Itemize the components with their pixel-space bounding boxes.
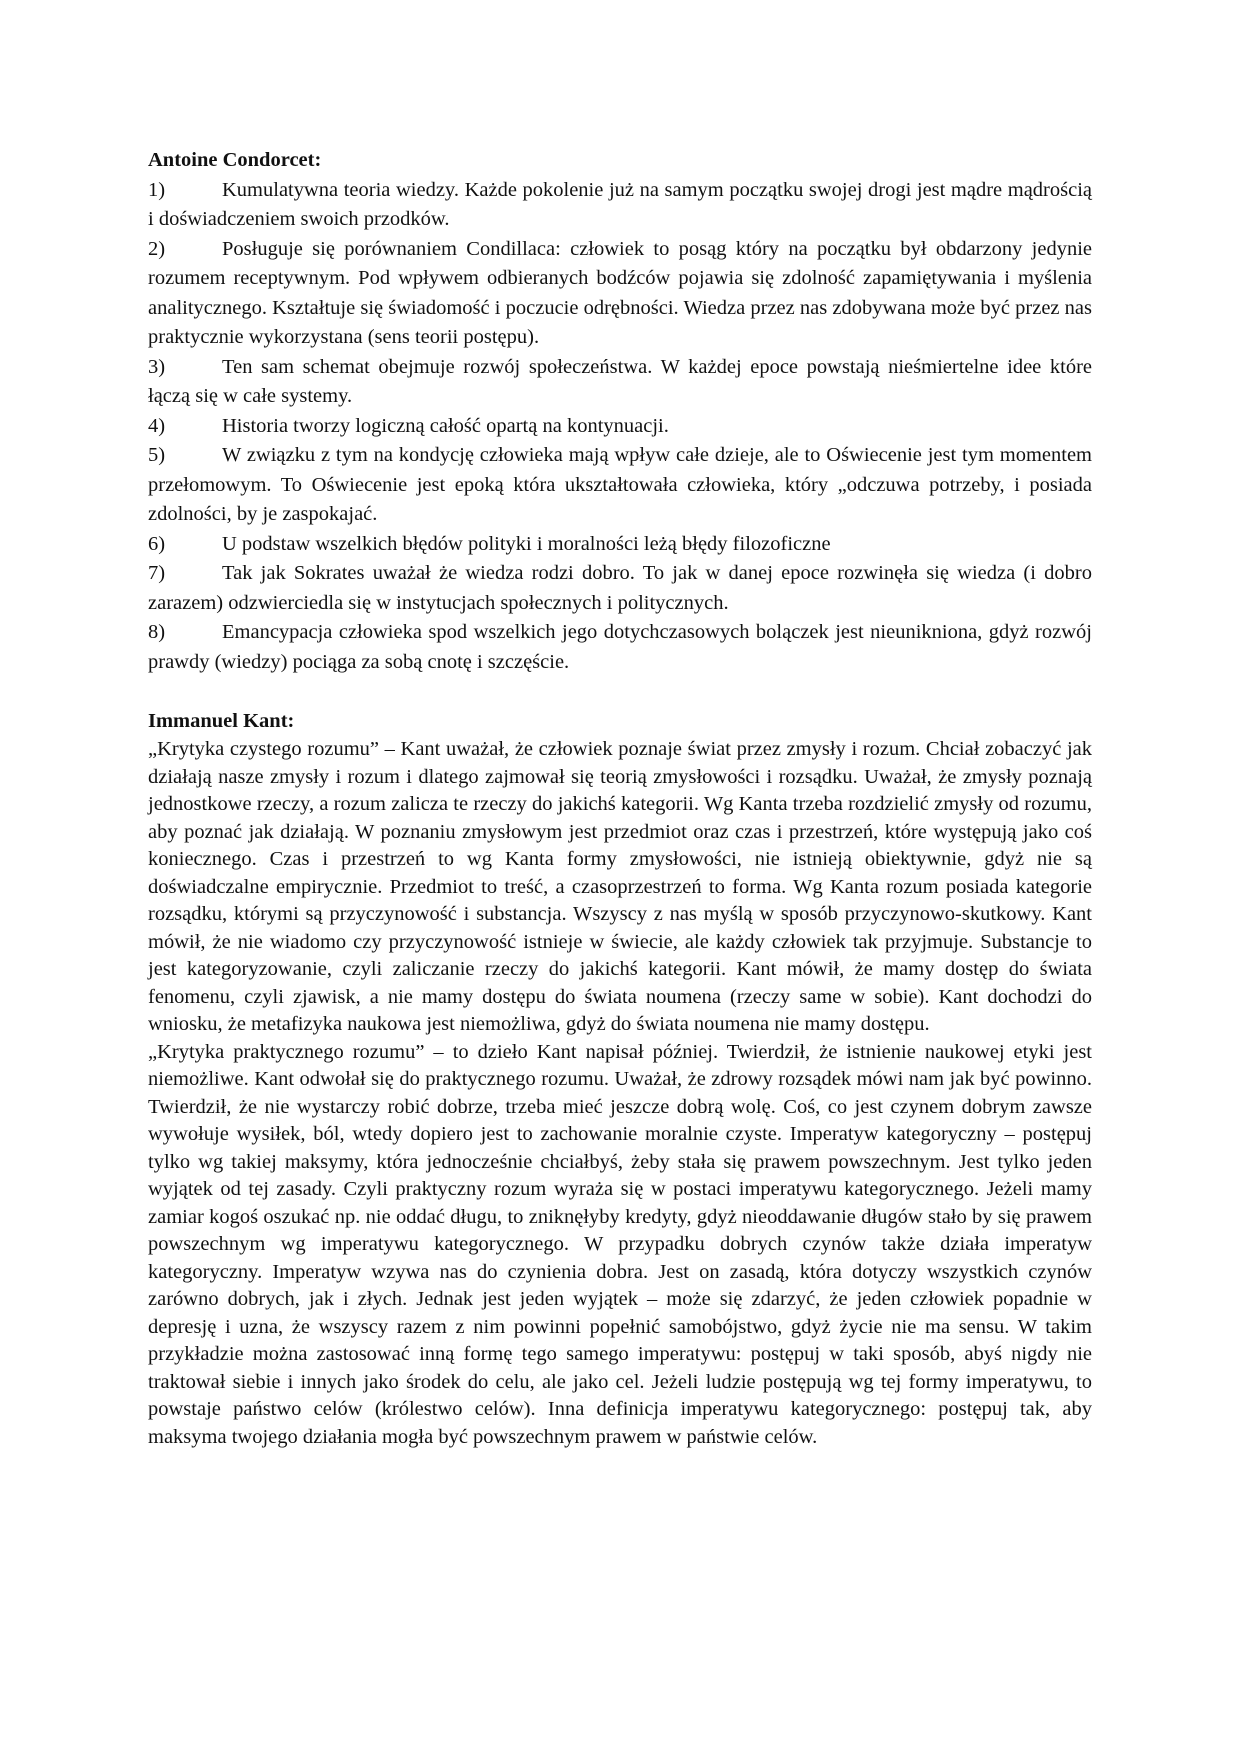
list-item [148, 235, 1092, 353]
list-item [148, 559, 1092, 618]
list-item [148, 412, 1092, 442]
list-item [148, 441, 1092, 530]
condorcet-section [148, 146, 1092, 677]
list-item-text: Posługuje się porównaniem Condillaca: człowiek to posąg który na początku był obdarzony jedynie rozumem receptywnym. Pod wpływem odbieranych bodźców pojawia się zdolność zapamiętywania i myślenia analitycznego. Kształtuje się świadomość i poczucie odrębności. Wiedza przez nas zdobywana może być przez nas praktycznie wykorzystana (sens teorii postępu). [148, 237, 1092, 348]
list-item-text: W związku z tym na kondycję człowieka mają wpływ całe dzieje, ale to Oświecenie jest tym momentem przełomowym. To Oświecenie jest epoką która ukształtowała człowieka, który „odczuwa potrzeby, i posiada zdolności, by je zaspokajać. [148, 444, 1092, 525]
list-item [148, 353, 1092, 412]
kant-paragraph-practical-reason: „Krytyka praktycznego rozumu” – to dzieło Kant napisał później. Twierdził, że istnienie naukowej etyki jest niemożliwe. Kant odwołał się do praktycznego rozumu. Uważał, że zdrowy rozsądek mówi nam jak być powinno. Twierdził, że nie wystarczy robić dobrze, trzeba mieć jeszcze dobrą wolę. Coś, co jest czynem dobrym zawsze wywołuje wysiłek, ból, wtedy dopiero jest to zachowanie moralnie czyste. Imperatyw kategoryczny – postępuj tylko wg takiej maksymy, która jednocześnie chciałbyś, żeby stała się prawem powszechnym. Jest tylko jeden wyjątek od tej zasady. Czyli praktyczny rozum wyraża się w postaci imperatywu kategorycznego. Jeżeli mamy zamiar kogoś oszukać np. nie oddać długu, to zniknęłyby kredyty, gdyż nieoddawanie długów stało by się prawem powszechnym wg imperatywu kategorycznego. W przypadku dobrych czynów także działa imperatyw kategoryczny. Imperatyw wzywa nas do czynienia dobra. Jest on zasadą, która dotyczy wszystkich czynów zarówno dobrych, jak i złych. Jednak jest jeden wyjątek – może się zdarzyć, że jeden człowiek popadnie w depresję i uzna, że wszyscy razem z nim powinni popełnić samobójstwo, gdyż życie nie ma sensu. W takim przykładzie można zastosować inną formę tego samego imperatywu: postępuj w taki sposób, abyś nigdy nie traktował siebie i innych jako środek do celu, ale jako cel. Jeżeli ludzie postępują wg tej formy imperatywu, to powstaje państwo celów (królestwo celów). Inna definicja imperatywu kategorycznego: postępuj tak, aby maksyma twojego działania mogła być powszechnym prawem w państwie celów. [148, 1040, 1092, 1448]
condorcet-list [148, 176, 1092, 678]
list-item-text: Kumulatywna teoria wiedzy. Każde pokolenie już na samym początku swojej drogi jest mądre mądrością i doświadczeniem swoich przodków. [148, 178, 1092, 230]
list-item-number: 1) [148, 178, 166, 201]
list-item-number: 3) [148, 355, 166, 378]
document-page [148, 146, 1092, 1451]
list-item-text: Tak jak Sokrates uważał że wiedza rodzi dobro. To jak w danej epoce rozwinęła się wiedza (i dobro zarazem) odzwierciedla się w instytucjach społecznych i politycznych. [148, 562, 1092, 614]
section-spacer [148, 677, 1092, 707]
kant-section [148, 707, 1092, 1452]
list-item-number: 8) [148, 621, 166, 643]
list-item [148, 618, 1092, 677]
list-item [148, 176, 1092, 235]
list-item-text: U podstaw wszelkich błędów polityki i moralności leżą błędy filozoficzne [222, 532, 831, 555]
condorcet-heading: Antoine Condorcet: [148, 149, 322, 171]
list-item-text: Historia tworzy logiczną całość opartą na kontynuacji. [222, 414, 669, 437]
list-item-number: 4) [148, 414, 166, 437]
list-item-text: Emancypacja człowieka spod wszelkich jego dotychczasowych bolączek jest nieunikniona, gdyż rozwój prawdy (wiedzy) pociąga za sobą cnotę i szczęście. [148, 621, 1092, 673]
list-item-number: 7) [148, 562, 166, 584]
list-item-number: 6) [148, 532, 166, 555]
kant-paragraph-pure-reason: „Krytyka czystego rozumu” – Kant uważał, że człowiek poznaje świat przez zmysły i rozum. Chciał zobaczyć jak działają nasze zmysły i rozum i dlatego zajmował się teorią zmysłowości i rozsądku. Uważał, że zmysły poznają jednostkowe rzeczy, a rozum zalicza te rzeczy do jakichś kategorii. Wg Kanta trzeba rozdzielić zmysły od rozumu, aby poznać jak działają. W poznaniu zmysłowym jest przedmiot oraz czas i przestrzeń, które występują jako coś koniecznego. Czas i przestrzeń to wg Kanta formy zmysłowości, nie istnieją obiektywnie, gdyż nie są doświadczalne empirycznie. Przedmiot to treść, a czasoprzestrzeń to forma. Wg Kanta rozum posiada kategorie rozsądku, którymi są przyczynowość i substancja. Wszyscy z nas myślą w sposób przyczynowo-skutkowy. Kant mówił, że nie wiadomo czy przyczynowość istnieje w świecie, ale każdy człowiek tak przyjmuje. Substancje to jest kategoryzowanie, czyli zaliczanie rzeczy do jakichś kategorii. Kant mówił, że mamy dostęp do świata fenomenu, czyli zjawisk, a nie mamy dostępu do świata noumena (rzeczy same w sobie). Kant dochodzi do wniosku, że metafizyka naukowa jest niemożliwa, gdyż do świata noumena nie mamy dostępu. [148, 738, 1092, 1035]
list-item [148, 530, 1092, 560]
list-item-text: Ten sam schemat obejmuje rozwój społeczeństwa. W każdej epoce powstają nieśmiertelne idee które łączą się w całe systemy. [148, 355, 1092, 407]
list-item-number: 2) [148, 237, 166, 260]
kant-heading: Immanuel Kant: [148, 709, 295, 732]
list-item-number: 5) [148, 444, 166, 466]
